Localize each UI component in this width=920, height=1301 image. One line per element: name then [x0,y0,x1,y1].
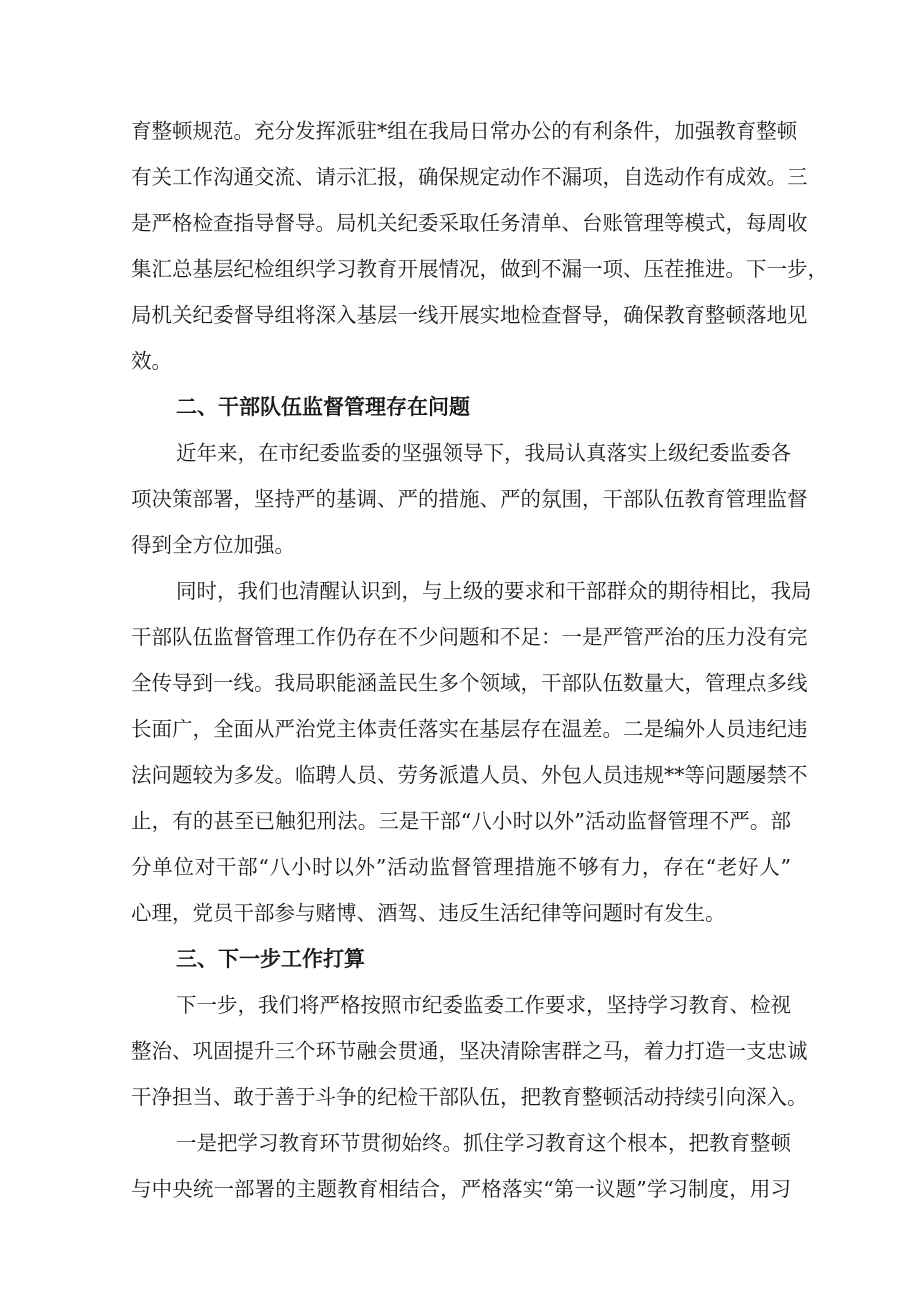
text-line: 整治、巩固提升三个环节融会贯通，坚决清除害群之马，着力打造一支忠诚 [131,1039,808,1063]
text-line: 与中央统一部署的主题教育相结合，严格落实“第一议题”学习制度，用习 [131,1177,791,1201]
text-line: 局机关纪委督导组将深入基层一线开展实地检查督导，确保教育整顿落地见 [131,303,808,327]
text-line: 同时，我们也清醒认识到，与上级的要求和干部群众的期待相比，我局 [176,579,812,603]
text-line: 止，有的甚至已触犯刑法。三是干部“八小时以外”活动监督管理不严。部 [131,809,791,833]
text-line: 是严格检查指导督导。局机关纪委采取任务清单、台账管理等模式，每周收 [131,211,808,235]
text-line: 干部队伍监督管理工作仍存在不少问题和不足：一是严管严治的压力没有完 [131,625,808,649]
text-line: 干净担当、敢于善于斗争的纪检干部队伍，把教育整顿活动持续引向深入。 [131,1085,808,1109]
text-line: 有关工作沟通交流、请示汇报，确保规定动作不漏项，自选动作有成效。三 [131,165,808,189]
text-line: 一是把学习教育环节贯彻始终。抓住学习教育这个根本，把教育整顿 [176,1131,791,1155]
text-line: 效。 [131,349,172,373]
text-line: 全传导到一线。我局职能涵盖民生多个领域，干部队伍数量大，管理点多线 [131,671,808,695]
section-heading-2: 二、干部队伍监督管理存在问题 [176,395,470,419]
text-line: 法问题较为多发。临聘人员、劳务派遣人员、外包人员违规**等问题屡禁不 [131,763,808,787]
text-line: 近年来，在市纪委监委的坚强领导下，我局认真落实上级纪委监委各 [176,441,791,465]
text-line: 分单位对干部“八小时以外”活动监督管理措施不够有力，存在“老好人” [131,855,791,879]
text-line: 心理，党员干部参与赌博、酒驾、违反生活纪律等问题时有发生。 [131,901,726,925]
text-line: 长面广，全面从严治党主体责任落实在基层存在温差。二是编外人员违纪违 [131,717,808,741]
section-heading-3: 三、下一步工作打算 [176,947,365,971]
text-line: 项决策部署，坚持严的基调、严的措施、严的氛围，干部队伍教育管理监督 [131,487,808,511]
text-line: 下一步，我们将严格按照市纪委监委工作要求，坚持学习教育、检视 [176,993,791,1017]
text-line: 得到全方位加强。 [131,533,295,557]
text-line: 育整顿规范。充分发挥派驻*组在我局日常办公的有利条件，加强教育整顿 [131,119,798,143]
text-line: 集汇总基层纪检组织学习教育开展情况，做到不漏一项、压茬推进。下一步， [131,257,828,281]
